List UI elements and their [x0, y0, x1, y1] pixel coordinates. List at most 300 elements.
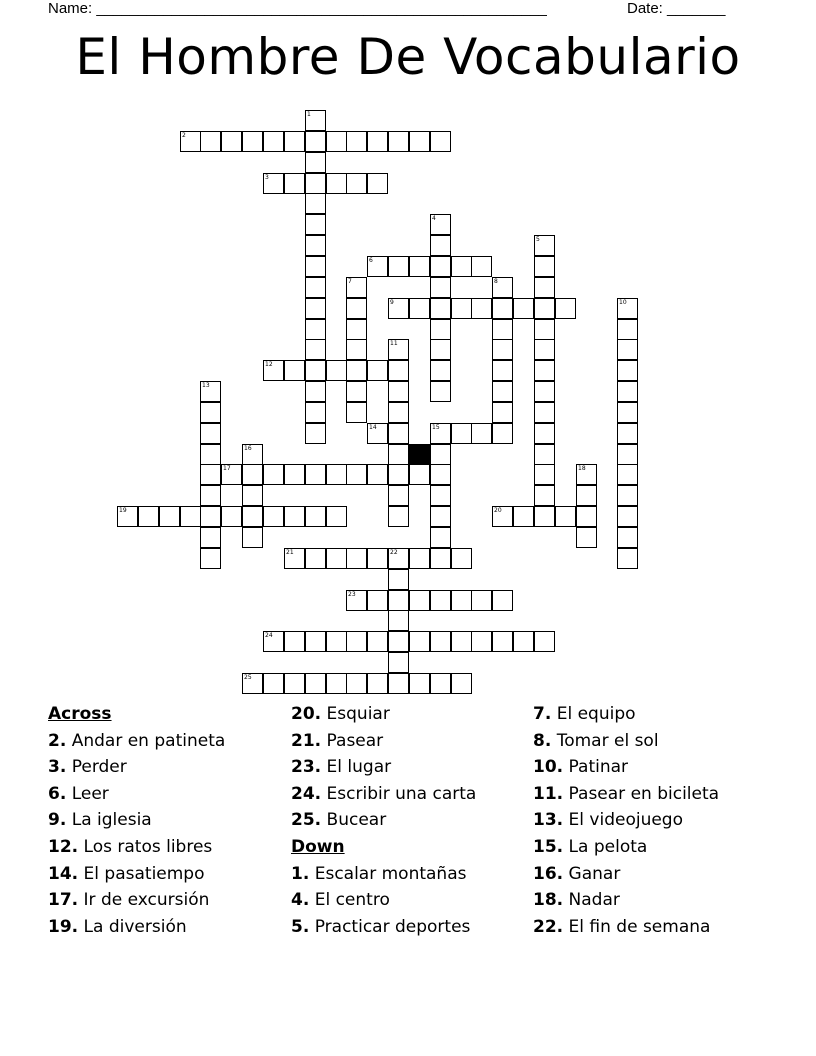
answer-cell[interactable]	[367, 590, 388, 611]
answer-cell[interactable]	[263, 673, 284, 694]
answer-cell[interactable]	[555, 506, 576, 527]
clue-number: 23	[291, 757, 315, 778]
answer-cell[interactable]	[326, 131, 347, 152]
clue-item: 16. Ganar	[533, 863, 621, 884]
answer-cell[interactable]	[117, 506, 138, 527]
answer-cell[interactable]	[534, 256, 555, 277]
answer-cell[interactable]	[346, 673, 367, 694]
answer-cell[interactable]	[346, 360, 367, 381]
clue-number: 2	[48, 730, 60, 751]
answer-cell[interactable]	[534, 423, 555, 444]
answer-cell[interactable]	[388, 610, 409, 631]
cell-number: 2	[182, 132, 186, 139]
answer-cell[interactable]	[451, 298, 472, 319]
clue-item: 8. Tomar el sol	[533, 730, 659, 751]
answer-cell[interactable]	[326, 548, 347, 569]
answer-cell[interactable]	[200, 485, 221, 506]
answer-cell[interactable]	[617, 506, 638, 527]
answer-cell[interactable]	[284, 673, 305, 694]
date-field-label: Date: _______	[627, 0, 726, 17]
answer-cell[interactable]	[284, 173, 305, 194]
answer-cell[interactable]	[451, 548, 472, 569]
clue-item: 11. Pasear en bicileta	[533, 783, 720, 804]
answer-cell[interactable]	[430, 214, 451, 235]
answer-cell[interactable]	[388, 464, 409, 485]
answer-cell[interactable]	[305, 173, 326, 194]
answer-cell[interactable]	[534, 402, 555, 423]
cell-number: 24	[265, 632, 273, 639]
answer-cell[interactable]	[430, 298, 451, 319]
answer-cell[interactable]	[305, 464, 326, 485]
answer-cell[interactable]	[471, 298, 492, 319]
answer-cell[interactable]	[388, 548, 409, 569]
answer-cell[interactable]	[242, 485, 263, 506]
answer-cell[interactable]	[409, 590, 430, 611]
answer-cell[interactable]	[388, 131, 409, 152]
clue-item: 3. Perder	[48, 757, 127, 778]
answer-cell[interactable]	[388, 339, 409, 360]
clue-text: La pelota	[568, 836, 648, 857]
answer-cell[interactable]	[617, 339, 638, 360]
answer-cell[interactable]	[534, 339, 555, 360]
clue-text: Bucear	[326, 810, 387, 831]
cell-number: 3	[265, 174, 269, 181]
clue-item: 9. La iglesia	[48, 810, 152, 831]
answer-cell[interactable]	[263, 631, 284, 652]
cell-number: 11	[390, 340, 398, 347]
cell-number: 14	[369, 424, 377, 431]
answer-cell[interactable]	[388, 423, 409, 444]
clue-text: Practicar deportes	[314, 916, 471, 937]
answer-cell[interactable]	[430, 277, 451, 298]
answer-cell[interactable]	[513, 506, 534, 527]
clue-item: 18. Nadar	[533, 890, 620, 911]
answer-cell[interactable]	[284, 506, 305, 527]
clue-number: 7	[533, 704, 545, 724]
answer-cell[interactable]	[430, 131, 451, 152]
clue-number: 1	[291, 863, 303, 884]
answer-cell[interactable]	[388, 256, 409, 277]
answer-cell[interactable]	[388, 506, 409, 527]
clue-number: 10	[533, 757, 557, 778]
answer-cell[interactable]	[430, 485, 451, 506]
answer-cell[interactable]	[305, 319, 326, 340]
across-heading: Across	[48, 704, 112, 724]
clue-text: Ganar	[568, 863, 621, 884]
answer-cell[interactable]	[388, 402, 409, 423]
answer-cell[interactable]	[200, 527, 221, 548]
answer-cell[interactable]	[492, 590, 513, 611]
clue-item: 1. Escalar montañas	[291, 863, 467, 884]
down-heading: Down	[291, 836, 345, 857]
answer-cell[interactable]	[534, 506, 555, 527]
answer-cell[interactable]	[305, 298, 326, 319]
answer-cell[interactable]	[221, 506, 242, 527]
answer-cell[interactable]	[180, 131, 201, 152]
answer-cell[interactable]	[200, 444, 221, 465]
answer-cell[interactable]	[242, 527, 263, 548]
answer-cell[interactable]	[617, 444, 638, 465]
answer-cell[interactable]	[200, 423, 221, 444]
answer-cell[interactable]	[200, 464, 221, 485]
answer-cell[interactable]	[305, 548, 326, 569]
answer-cell[interactable]	[451, 256, 472, 277]
cell-number: 15	[432, 424, 440, 431]
answer-cell[interactable]	[430, 527, 451, 548]
cell-number: 13	[202, 382, 210, 389]
cell-number: 1	[307, 111, 311, 118]
answer-cell[interactable]	[284, 464, 305, 485]
answer-cell[interactable]	[200, 402, 221, 423]
answer-cell[interactable]	[451, 673, 472, 694]
clue-number: 24	[291, 783, 315, 804]
clues-column-2	[291, 703, 476, 942]
answer-cell[interactable]	[430, 423, 451, 444]
clue-text: Patinar	[568, 757, 629, 778]
answer-cell[interactable]	[430, 339, 451, 360]
clue-item: 4. El centro	[291, 890, 390, 911]
answer-cell[interactable]	[430, 444, 451, 465]
answer-cell[interactable]	[513, 631, 534, 652]
answer-cell[interactable]	[430, 256, 451, 277]
clue-number: 19	[48, 916, 72, 937]
answer-cell[interactable]	[534, 444, 555, 465]
clue-number: 6	[48, 783, 60, 804]
answer-cell[interactable]	[200, 548, 221, 569]
clue-item: 12. Los ratos libres	[48, 836, 213, 857]
answer-cell[interactable]	[305, 193, 326, 214]
clue-item: 14. El pasatiempo	[48, 863, 205, 884]
answer-cell[interactable]	[367, 673, 388, 694]
answer-cell[interactable]	[200, 506, 221, 527]
answer-cell[interactable]	[346, 464, 367, 485]
clue-text: Nadar	[568, 890, 620, 911]
answer-cell[interactable]	[346, 381, 367, 402]
clue-text: El equipo	[556, 704, 636, 724]
answer-cell[interactable]	[492, 402, 513, 423]
page-title: El Hombre De Vocabulario	[75, 28, 741, 86]
clue-text: La iglesia	[71, 810, 152, 831]
answer-cell[interactable]	[367, 131, 388, 152]
cell-number: 10	[619, 299, 627, 306]
answer-cell[interactable]	[513, 298, 534, 319]
answer-cell[interactable]	[305, 360, 326, 381]
clue-item: 17. Ir de excursión	[48, 890, 210, 911]
answer-cell[interactable]	[221, 131, 242, 152]
answer-cell[interactable]	[263, 173, 284, 194]
answer-cell[interactable]	[534, 277, 555, 298]
answer-cell[interactable]	[534, 319, 555, 340]
answer-cell[interactable]	[388, 590, 409, 611]
cell-number: 20	[494, 507, 502, 514]
answer-cell[interactable]	[305, 235, 326, 256]
answer-cell[interactable]	[492, 319, 513, 340]
answer-cell[interactable]	[617, 319, 638, 340]
answer-cell[interactable]	[284, 548, 305, 569]
cell-number: 19	[119, 507, 127, 514]
answer-cell[interactable]	[367, 360, 388, 381]
clue-item: 7. El equipo	[533, 704, 636, 724]
answer-cell[interactable]	[242, 673, 263, 694]
clue-text: El videojuego	[568, 810, 683, 831]
clue-item: 13. El videojuego	[533, 810, 683, 831]
answer-cell[interactable]	[305, 423, 326, 444]
answer-cell[interactable]	[555, 298, 576, 319]
cell-number: 8	[494, 278, 498, 285]
answer-cell[interactable]	[263, 506, 284, 527]
clue-number: 20	[291, 704, 315, 724]
clue-text: Andar en patineta	[71, 730, 226, 751]
answer-cell[interactable]	[346, 319, 367, 340]
answer-cell[interactable]	[263, 464, 284, 485]
answer-cell[interactable]	[326, 173, 347, 194]
answer-cell[interactable]	[617, 485, 638, 506]
answer-cell[interactable]	[471, 256, 492, 277]
answer-cell[interactable]	[346, 339, 367, 360]
cell-number: 12	[265, 361, 273, 368]
clue-text: El centro	[314, 890, 390, 911]
clue-text: Perder	[71, 757, 127, 778]
clue-text: Los ratos libres	[83, 836, 213, 857]
answer-cell[interactable]	[451, 590, 472, 611]
answer-cell[interactable]	[617, 381, 638, 402]
answer-cell[interactable]	[305, 381, 326, 402]
answer-cell[interactable]	[346, 590, 367, 611]
answer-cell[interactable]	[367, 464, 388, 485]
answer-cell[interactable]	[534, 631, 555, 652]
clue-number: 21	[291, 730, 315, 751]
cell-number: 25	[244, 674, 252, 681]
clue-text: Escribir una carta	[326, 783, 477, 804]
answer-cell[interactable]	[367, 173, 388, 194]
answer-cell[interactable]	[326, 464, 347, 485]
answer-cell[interactable]	[326, 506, 347, 527]
cell-number: 23	[348, 591, 356, 598]
clue-number: 17	[48, 890, 72, 911]
clue-item: 24. Escribir una carta	[291, 783, 477, 804]
clue-text: Pasear en bicileta	[568, 783, 720, 804]
answer-cell[interactable]	[492, 631, 513, 652]
answer-cell[interactable]	[388, 673, 409, 694]
answer-cell[interactable]	[534, 485, 555, 506]
answer-cell[interactable]	[576, 527, 597, 548]
cell-number: 18	[578, 465, 586, 472]
answer-cell[interactable]	[346, 402, 367, 423]
clue-text: El pasatiempo	[83, 863, 205, 884]
clue-number: 3	[48, 757, 60, 778]
answer-cell[interactable]	[430, 673, 451, 694]
answer-cell[interactable]	[305, 131, 326, 152]
answer-cell[interactable]	[305, 152, 326, 173]
answer-cell[interactable]	[242, 506, 263, 527]
clue-text: La diversión	[83, 916, 187, 937]
answer-cell[interactable]	[430, 360, 451, 381]
clue-item: 23. El lugar	[291, 757, 392, 778]
answer-cell[interactable]	[534, 235, 555, 256]
answer-cell[interactable]	[617, 548, 638, 569]
answer-cell[interactable]	[388, 631, 409, 652]
answer-cell[interactable]	[492, 277, 513, 298]
answer-cell[interactable]	[617, 423, 638, 444]
answer-cell[interactable]	[430, 548, 451, 569]
answer-cell[interactable]	[221, 464, 242, 485]
clue-item: 15. La pelota	[533, 836, 648, 857]
clues-column-3	[533, 703, 719, 942]
answer-cell[interactable]	[617, 360, 638, 381]
clue-item: 5. Practicar deportes	[291, 916, 471, 937]
answer-cell[interactable]	[576, 506, 597, 527]
clue-item: 6. Leer	[48, 783, 109, 804]
answer-cell[interactable]	[617, 527, 638, 548]
answer-cell[interactable]	[346, 631, 367, 652]
clue-number: 11	[533, 783, 557, 804]
answer-cell[interactable]	[430, 506, 451, 527]
clue-text: Pasear	[326, 730, 384, 751]
answer-cell[interactable]	[367, 423, 388, 444]
answer-cell[interactable]	[492, 339, 513, 360]
cell-number: 4	[432, 215, 436, 222]
answer-cell[interactable]	[576, 464, 597, 485]
answer-cell[interactable]	[451, 631, 472, 652]
black-square	[409, 444, 430, 465]
clue-item: 25. Bucear	[291, 810, 387, 831]
answer-cell[interactable]	[388, 569, 409, 590]
answer-cell[interactable]	[159, 506, 180, 527]
answer-cell[interactable]	[471, 423, 492, 444]
answer-cell[interactable]	[346, 298, 367, 319]
answer-cell[interactable]	[305, 631, 326, 652]
answer-cell[interactable]	[263, 131, 284, 152]
answer-cell[interactable]	[430, 590, 451, 611]
cell-number: 17	[223, 465, 231, 472]
answer-cell[interactable]	[263, 360, 284, 381]
answer-cell[interactable]	[388, 381, 409, 402]
answer-cell[interactable]	[492, 360, 513, 381]
clue-number: 9	[48, 810, 60, 831]
answer-cell[interactable]	[138, 506, 159, 527]
clue-number: 4	[291, 890, 303, 911]
answer-cell[interactable]	[346, 131, 367, 152]
answer-cell[interactable]	[534, 381, 555, 402]
answer-cell[interactable]	[451, 423, 472, 444]
answer-cell[interactable]	[200, 131, 221, 152]
answer-cell[interactable]	[305, 673, 326, 694]
answer-cell[interactable]	[284, 131, 305, 152]
answer-cell[interactable]	[305, 506, 326, 527]
answer-cell[interactable]	[430, 631, 451, 652]
clue-item: 2. Andar en patineta	[48, 730, 226, 751]
answer-cell[interactable]	[242, 464, 263, 485]
cell-number: 22	[390, 549, 398, 556]
answer-cell[interactable]	[430, 464, 451, 485]
answer-cell[interactable]	[492, 506, 513, 527]
clue-number: 25	[291, 810, 315, 831]
clue-number: 5	[291, 916, 303, 937]
cell-number: 21	[286, 549, 294, 556]
answer-cell[interactable]	[388, 444, 409, 465]
clue-number: 22	[533, 916, 557, 937]
cell-number: 7	[348, 278, 352, 285]
answer-cell[interactable]	[409, 548, 430, 569]
answer-cell[interactable]	[367, 631, 388, 652]
clue-text: Leer	[71, 783, 109, 804]
answer-cell[interactable]	[409, 298, 430, 319]
answer-cell[interactable]	[367, 548, 388, 569]
answer-cell[interactable]	[492, 298, 513, 319]
answer-cell[interactable]	[534, 360, 555, 381]
answer-cell[interactable]	[346, 277, 367, 298]
answer-cell[interactable]	[388, 360, 409, 381]
answer-cell[interactable]	[409, 256, 430, 277]
answer-cell[interactable]	[430, 235, 451, 256]
answer-cell[interactable]	[305, 110, 326, 131]
answer-cell[interactable]	[534, 298, 555, 319]
answer-cell[interactable]	[367, 256, 388, 277]
answer-cell[interactable]	[305, 256, 326, 277]
cell-number: 16	[244, 445, 252, 452]
answer-cell[interactable]	[617, 298, 638, 319]
answer-cell[interactable]	[242, 131, 263, 152]
answer-cell[interactable]	[409, 464, 430, 485]
clue-item: 21. Pasear	[291, 730, 384, 751]
clue-item: 10. Patinar	[533, 757, 629, 778]
answer-cell[interactable]	[471, 590, 492, 611]
answer-cell[interactable]	[242, 444, 263, 465]
clue-number: 18	[533, 890, 557, 911]
answer-cell[interactable]	[492, 381, 513, 402]
answer-cell[interactable]	[430, 319, 451, 340]
answer-cell[interactable]	[326, 631, 347, 652]
answer-cell[interactable]	[534, 464, 555, 485]
answer-cell[interactable]	[471, 631, 492, 652]
answer-cell[interactable]	[409, 131, 430, 152]
clue-number: 15	[533, 836, 557, 857]
clue-text: El fin de semana	[568, 916, 711, 937]
answer-cell[interactable]	[346, 173, 367, 194]
answer-cell[interactable]	[326, 673, 347, 694]
answer-cell[interactable]	[492, 423, 513, 444]
clue-item: 19. La diversión	[48, 916, 187, 937]
answer-cell[interactable]	[200, 381, 221, 402]
answer-cell[interactable]	[180, 506, 201, 527]
answer-cell[interactable]	[305, 402, 326, 423]
clue-number: 8	[533, 730, 545, 751]
answer-cell[interactable]	[284, 360, 305, 381]
cell-number: 6	[369, 257, 373, 264]
clue-item: 20. Esquiar	[291, 704, 390, 724]
answer-cell[interactable]	[326, 360, 347, 381]
clues-column-1	[48, 703, 225, 942]
clue-number: 12	[48, 836, 72, 857]
answer-cell[interactable]	[305, 277, 326, 298]
answer-cell[interactable]	[409, 673, 430, 694]
answer-cell[interactable]	[305, 339, 326, 360]
answer-cell[interactable]	[284, 631, 305, 652]
answer-cell[interactable]	[430, 381, 451, 402]
clue-text: Escalar montañas	[314, 863, 467, 884]
answer-cell[interactable]	[346, 548, 367, 569]
answer-cell[interactable]	[305, 214, 326, 235]
answer-cell[interactable]	[388, 485, 409, 506]
clue-text: Esquiar	[326, 704, 390, 724]
answer-cell[interactable]	[388, 298, 409, 319]
answer-cell[interactable]	[388, 652, 409, 673]
answer-cell[interactable]	[617, 464, 638, 485]
clue-text: Ir de excursión	[83, 890, 210, 911]
answer-cell[interactable]	[576, 485, 597, 506]
answer-cell[interactable]	[617, 402, 638, 423]
answer-cell[interactable]	[409, 631, 430, 652]
